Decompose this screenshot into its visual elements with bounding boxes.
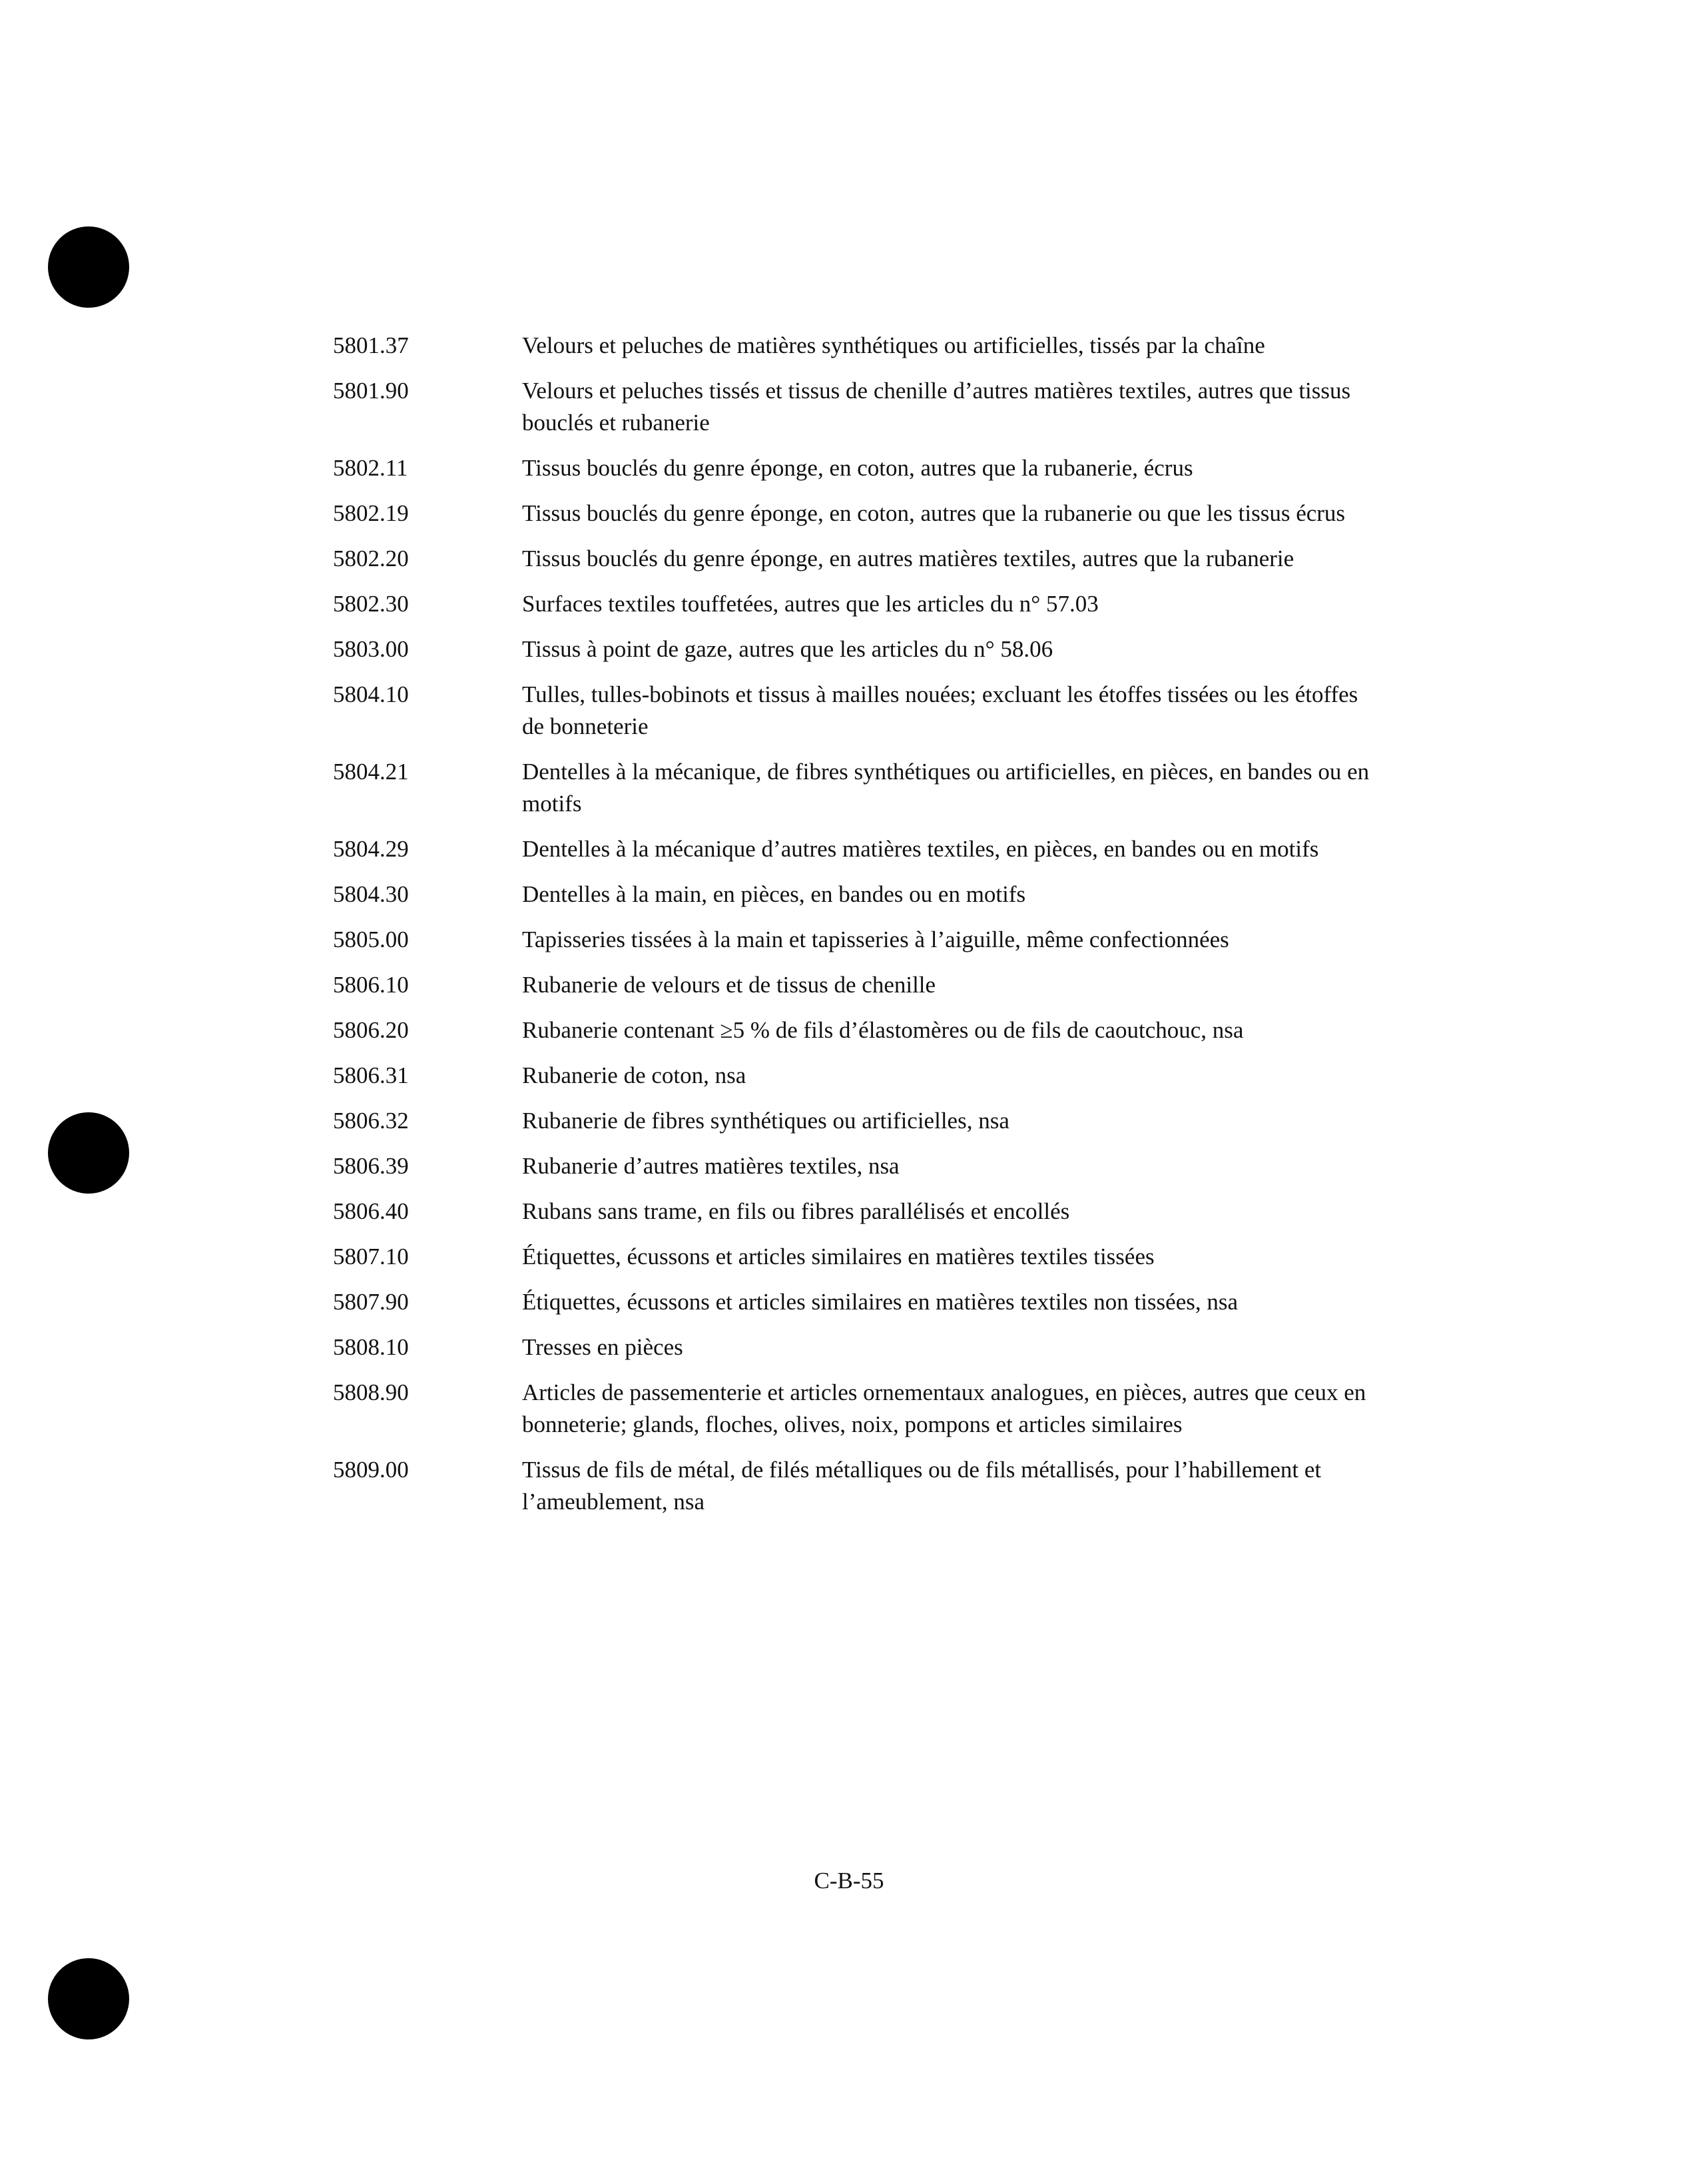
- tariff-row: [333, 1286, 1372, 1318]
- tariff-row: [333, 375, 1372, 439]
- tariff-row: [333, 1196, 1372, 1228]
- tariff-code: 5808.10: [333, 1334, 409, 1360]
- tariff-code: 5801.37: [333, 332, 409, 358]
- tariff-row: [333, 1150, 1372, 1182]
- tariff-code: 5802.19: [333, 500, 409, 526]
- tariff-row: [333, 833, 1372, 865]
- tariff-description: Tissus à point de gaze, autres que les articles du n° 58.06: [522, 636, 1053, 662]
- tariff-row: [333, 452, 1372, 484]
- tariff-code: 5808.90: [333, 1379, 409, 1405]
- tariff-row: [333, 924, 1372, 956]
- tariff-row: [333, 879, 1372, 910]
- tariff-code: 5806.31: [333, 1062, 409, 1088]
- tariff-description: Tissus bouclés du genre éponge, en autres matières textiles, autres que la rubanerie: [522, 546, 1294, 571]
- tariff-row: [333, 543, 1372, 575]
- tariff-description: Rubanerie d’autres matières textiles, nsa: [522, 1153, 900, 1179]
- tariff-code: 5806.10: [333, 972, 409, 998]
- page-number: C-B-55: [814, 1868, 884, 1894]
- tariff-code: 5802.20: [333, 546, 409, 571]
- tariff-description: Rubans sans trame, en fils ou fibres parallélisés et encollés: [522, 1198, 1070, 1224]
- tariff-code: 5801.90: [333, 378, 409, 404]
- tariff-code: 5804.10: [333, 681, 409, 707]
- tariff-code: 5804.21: [333, 759, 409, 785]
- tariff-description: Tresses en pièces: [522, 1334, 683, 1360]
- tariff-description: Rubanerie contenant ≥5 % de fils d’élastomères ou de fils de caoutchouc, nsa: [522, 1017, 1244, 1043]
- tariff-row: [333, 588, 1372, 620]
- tariff-row: [333, 1377, 1372, 1441]
- tariff-row: [333, 1014, 1372, 1046]
- tariff-code: 5802.11: [333, 455, 408, 481]
- tariff-code: 5806.39: [333, 1153, 409, 1179]
- tariff-row: [333, 1105, 1372, 1137]
- tariff-row: [333, 633, 1372, 665]
- tariff-row: [333, 1454, 1372, 1518]
- tariff-code: 5804.30: [333, 881, 409, 907]
- tariff-code: 5806.32: [333, 1108, 409, 1134]
- tariff-description: Rubanerie de fibres synthétiques ou artificielles, nsa: [522, 1108, 1009, 1134]
- tariff-description: Tulles, tulles-bobinots et tissus à mailles nouées; excluant les étoffes tissées ou les étoffes de bonneterie: [522, 681, 1358, 739]
- tariff-description: Rubanerie de velours et de tissus de chenille: [522, 972, 936, 998]
- tariff-description: Rubanerie de coton, nsa: [522, 1062, 746, 1088]
- binder-hole-bottom: [48, 1958, 129, 2039]
- tariff-description: Articles de passementerie et articles ornementaux analogues, en pièces, autres que ceux en bonneterie; glands, floches, olives, noix, pompons et articles similaires: [522, 1379, 1366, 1437]
- tariff-list: [333, 330, 1372, 1531]
- tariff-description: Étiquettes, écussons et articles similaires en matières textiles tissées: [522, 1244, 1155, 1270]
- tariff-code: 5806.20: [333, 1017, 409, 1043]
- tariff-row: [333, 756, 1372, 820]
- tariff-row: [333, 969, 1372, 1001]
- tariff-code: 5807.10: [333, 1244, 409, 1270]
- tariff-description: Velours et peluches de matières synthétiques ou artificielles, tissés par la chaîne: [522, 332, 1265, 358]
- tariff-code: 5806.40: [333, 1198, 409, 1224]
- tariff-description: Dentelles à la main, en pièces, en bandes ou en motifs: [522, 881, 1026, 907]
- tariff-description: Dentelles à la mécanique, de fibres synthétiques ou artificielles, en pièces, en bandes ou en motifs: [522, 759, 1370, 817]
- tariff-code: 5803.00: [333, 636, 409, 662]
- tariff-row: [333, 330, 1372, 362]
- tariff-description: Tapisseries tissées à la main et tapisseries à l’aiguille, même confectionnées: [522, 926, 1229, 952]
- tariff-row: [333, 498, 1372, 530]
- tariff-description: Dentelles à la mécanique d’autres matières textiles, en pièces, en bandes ou en motifs: [522, 836, 1319, 862]
- tariff-description: Tissus bouclés du genre éponge, en coton, autres que la rubanerie ou que les tissus écrus: [522, 500, 1346, 526]
- tariff-code: 5807.90: [333, 1289, 409, 1315]
- tariff-row: [333, 1241, 1372, 1273]
- binder-hole-top: [48, 226, 129, 308]
- tariff-row: [333, 1060, 1372, 1092]
- tariff-description: Étiquettes, écussons et articles similaires en matières textiles non tissées, nsa: [522, 1289, 1239, 1315]
- tariff-description: Tissus de fils de métal, de filés métalliques ou de fils métallisés, pour l’habillement et l’ameublement, nsa: [522, 1457, 1322, 1515]
- binder-hole-middle: [48, 1112, 129, 1194]
- tariff-description: Velours et peluches tissés et tissus de chenille d’autres matières textiles, autres que tissus bouclés et rubanerie: [522, 378, 1351, 436]
- tariff-code: 5802.30: [333, 591, 409, 617]
- tariff-code: 5804.29: [333, 836, 409, 862]
- tariff-code: 5809.00: [333, 1457, 409, 1483]
- tariff-row: [333, 1331, 1372, 1363]
- tariff-description: Surfaces textiles touffetées, autres que les articles du n° 57.03: [522, 591, 1099, 617]
- tariff-description: Tissus bouclés du genre éponge, en coton, autres que la rubanerie, écrus: [522, 455, 1193, 481]
- tariff-code: 5805.00: [333, 926, 409, 952]
- tariff-row: [333, 679, 1372, 743]
